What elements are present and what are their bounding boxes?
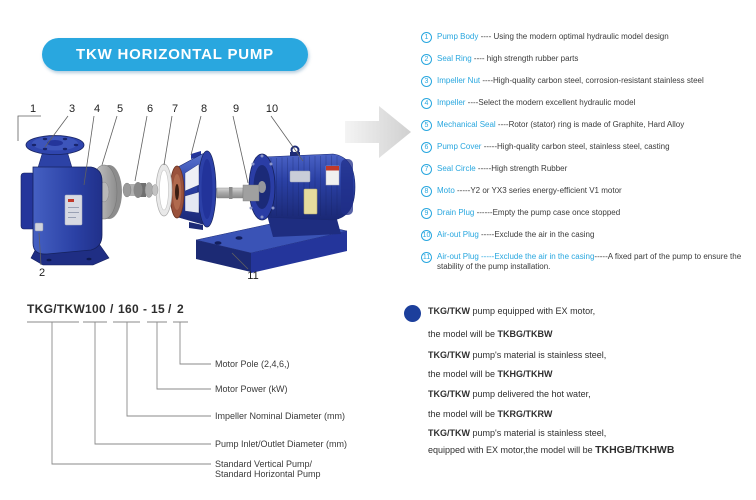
item-number-badge: 8 <box>421 186 432 197</box>
callout-number: 5 <box>116 103 124 115</box>
item-number-badge: 7 <box>421 164 432 175</box>
part-name: Seal Circle <box>437 164 476 173</box>
callout-number: 11 <box>247 270 259 282</box>
part-description: ------Empty the pump case once stopped <box>474 208 621 217</box>
pump-exploded-diagram <box>5 95 425 295</box>
variant-line: TKG/TKW pump's material is stainless steel, <box>428 428 607 438</box>
model-label-power: Motor Power (kW) <box>215 384 288 394</box>
callout-number: 8 <box>200 103 208 115</box>
parts-list-item <box>421 164 755 175</box>
part-name: Pump Body <box>437 32 479 41</box>
parts-list-item <box>421 208 755 219</box>
motor-shaft <box>209 185 259 201</box>
model-series: TKG/TKW <box>27 302 86 316</box>
callout-number: 9 <box>232 103 240 115</box>
page-title: TKW HORIZONTAL PUMP <box>76 46 274 63</box>
parts-list-item <box>421 186 755 197</box>
seal-circle <box>156 164 172 216</box>
parts-list-item <box>421 230 755 241</box>
parts-list-item <box>421 142 755 153</box>
model-pole: 2 <box>177 302 184 316</box>
part-name: Air-out Plug -----Exclude the air in the casing <box>437 252 595 261</box>
part-description: -----Exclude the air in the casing <box>478 230 595 239</box>
callout-number: 2 <box>38 267 46 279</box>
part-name: Mechanical Seal <box>437 120 496 129</box>
parts-list-item <box>421 252 755 272</box>
model-label-series: Standard Vertical Pump/ Standard Horizontal Pump <box>215 459 321 479</box>
model-inlet-outlet: 100 <box>85 302 106 316</box>
model-label-impeller: Impeller Nominal Diameter (mm) <box>215 411 346 421</box>
drain-plug <box>35 223 43 231</box>
item-number-badge: 2 <box>421 54 432 65</box>
item-number-badge: 9 <box>421 208 432 219</box>
variant-line: the model will be TKRG/TKRW <box>428 409 553 419</box>
part-name: Drain Plug <box>437 208 475 217</box>
item-number-badge: 10 <box>422 232 431 239</box>
callout-number: 7 <box>171 103 179 115</box>
item-number-badge: 11 <box>422 254 431 261</box>
part-description: -----High-quality carbon steel, stainless steel, casting <box>481 142 670 151</box>
callout-number: 1 <box>29 103 37 115</box>
variant-line: TKG/TKW pump delivered the hot water, <box>428 389 591 399</box>
model-power: 15 <box>151 302 165 316</box>
mechanical-seal <box>123 182 158 198</box>
item-number-badge: 4 <box>421 98 432 109</box>
model-code-connectors <box>0 295 380 500</box>
part-name: Air-out Plug <box>437 230 479 239</box>
part-name: Impeller Nut <box>437 76 481 85</box>
parts-list-item <box>421 76 755 87</box>
parts-list <box>421 32 755 283</box>
variant-line: equipped with EX motor,the model will be TKHGB/TKHWB <box>428 444 675 456</box>
model-separator: / <box>168 302 172 316</box>
arrow-right-icon <box>345 106 411 158</box>
callout-number: 6 <box>146 103 154 115</box>
part-description: -----Y2 or YX3 series energy-efficient V1 motor <box>454 186 622 195</box>
item-number-badge: 3 <box>421 76 432 87</box>
part-description: ----Rotor (stator) ring is made of Graphite, Hard Alloy <box>495 120 685 129</box>
item-number-badge: 5 <box>421 120 432 131</box>
part-description: ----High-quality carbon steel, corrosion-resistant stainless steel <box>480 76 704 85</box>
parts-list-item <box>421 32 755 43</box>
pump-body <box>21 136 109 266</box>
item-number-badge: 1 <box>421 32 432 43</box>
callout-number: 10 <box>265 103 279 115</box>
pump-cover <box>170 151 216 230</box>
model-separator: - <box>143 302 148 316</box>
variant-line: TKG/TKW pump equipped with EX motor, <box>428 306 596 316</box>
model-separator: / <box>110 302 114 316</box>
part-description: ---- high strength rubber parts <box>471 54 579 63</box>
part-description: -----A fixed part of the pump to ensure the stability of the pump installation. <box>437 252 742 271</box>
bullet-icon <box>404 305 421 322</box>
part-description: ---- Using the modern optimal hydraulic model design <box>478 32 669 41</box>
part-description: ----Select the modern excellent hydraulic model <box>465 98 636 107</box>
part-name: Seal Ring <box>437 54 472 63</box>
parts-list-item <box>421 120 755 131</box>
part-name: Moto <box>437 186 455 195</box>
parts-list-item <box>421 98 755 109</box>
variant-line: TKG/TKW pump's material is stainless steel, <box>428 350 607 360</box>
part-name: Pump Cover <box>437 142 482 151</box>
model-label-inlet-outlet: Pump Inlet/Outlet Diameter (mm) <box>215 439 348 449</box>
model-label-pole: Motor Pole (2,4,6,) <box>215 359 290 369</box>
part-name: Impeller <box>437 98 466 107</box>
parts-list-item <box>421 54 755 65</box>
variant-line: the model will be TKBG/TKBW <box>428 329 553 339</box>
variant-line: the model will be TKHG/TKHW <box>428 369 553 379</box>
item-number-badge: 6 <box>421 142 432 153</box>
callout-number: 3 <box>68 103 76 115</box>
title-banner <box>42 38 308 71</box>
callout-number: 4 <box>93 103 101 115</box>
model-impeller-dia: 160 <box>118 302 139 316</box>
part-description: -----High strength Rubber <box>475 164 568 173</box>
